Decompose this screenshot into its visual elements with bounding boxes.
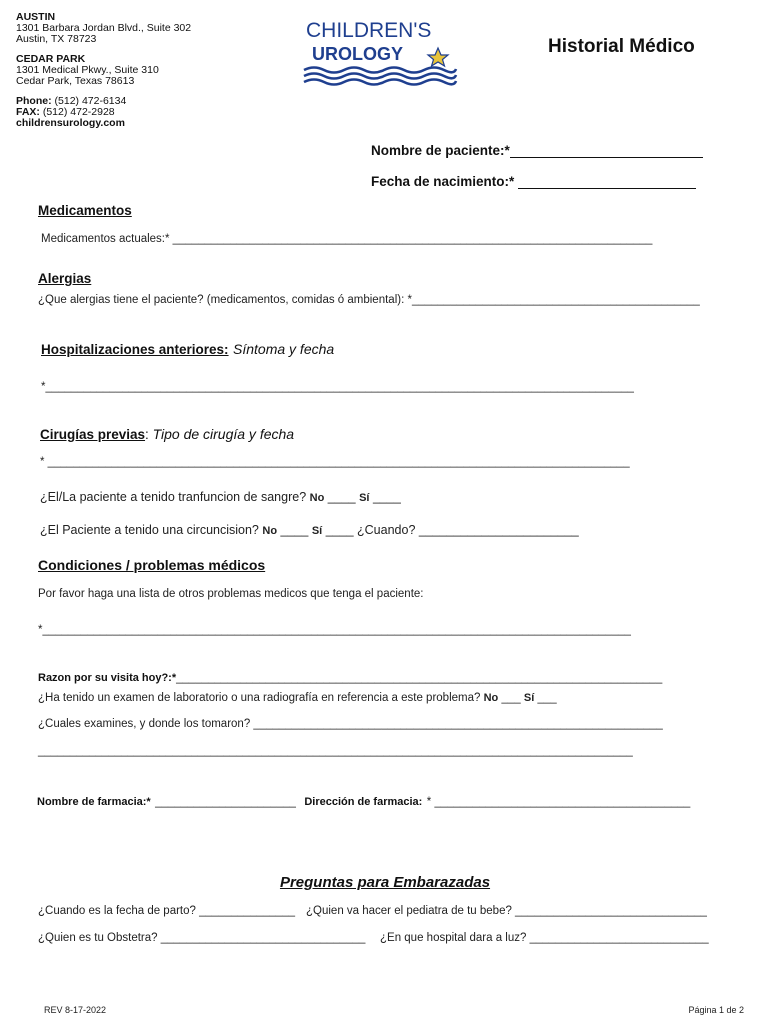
cedar-line2: Cedar Park, Texas 78613 [16, 75, 135, 87]
hospitalizaciones-line[interactable]: *____________________________________________________________________________________________ [41, 381, 634, 393]
transfusion-no-label: No [309, 492, 325, 504]
childrens-urology-logo [300, 14, 460, 86]
examen-row [38, 692, 557, 704]
examen-si-field[interactable]: ___ [537, 692, 557, 704]
razon-field[interactable]: ____________________________________________________________________________ [176, 672, 663, 684]
farmacia-name-label: Nombre de farmacia:* [37, 796, 151, 808]
document-title: Historial Médico [548, 36, 695, 57]
logo-text-urology: UROLOGY [312, 44, 404, 64]
phone-row: Phone: (512) 472-6134 [16, 95, 127, 107]
hospitalizaciones-row [41, 341, 334, 359]
patient-name-label: Nombre de paciente:* [371, 143, 510, 158]
hospitalizaciones-sub: Síntoma y fecha [233, 341, 335, 357]
patient-name-row [371, 143, 703, 158]
examen-no-label: No [483, 692, 499, 704]
examen-question: ¿Ha tenido un examen de laboratorio o una radiografía en referencia a este problema? [38, 692, 481, 704]
patient-dob-label: Fecha de nacimiento:* [371, 174, 515, 189]
examen-no-field[interactable]: ___ [501, 692, 521, 704]
transfusion-question: ¿El/La paciente a tenido tranfuncion de sangre? [40, 490, 307, 504]
patient-dob-field[interactable] [518, 174, 696, 189]
circuncision-si-label: Sí [311, 525, 323, 537]
transfusion-no-field[interactable]: ____ [327, 490, 356, 504]
farmacia-dir-field[interactable]: * ________________________________________ [426, 796, 691, 808]
austin-label: AUSTIN [16, 11, 56, 23]
razon-label: Razon por su visita hoy?:* [38, 672, 177, 684]
embarazadas-q4[interactable]: ¿En que hospital dara a luz? ____________________________ [380, 932, 709, 944]
circuncision-no-label: No [262, 525, 278, 537]
farmacia-row [37, 792, 690, 810]
condiciones-instruction: Por favor haga una lista de otros problemas medicos que tenga el paciente: [38, 588, 424, 600]
examen-si-label: Sí [523, 692, 535, 704]
farmacia-dir-label: Dirección de farmacia: [304, 796, 423, 808]
circuncision-si-field[interactable]: ____ [325, 523, 354, 537]
cirugias-heading: Cirugías previas [40, 427, 146, 442]
cirugias-row: Cirugías previas: Tipo de cirugía y fecha [40, 426, 295, 442]
patient-name-field[interactable] [510, 143, 703, 158]
cedar-line1: 1301 Medical Pkwy., Suite 310 [16, 64, 159, 76]
cedar-label: CEDAR PARK [16, 53, 86, 65]
transfusion-si-field[interactable]: ____ [372, 490, 401, 504]
embarazadas-heading: Preguntas para Embarazadas [279, 874, 491, 891]
circuncision-question: ¿El Paciente a tenido una circuncision? [40, 523, 259, 537]
patient-dob-row [371, 174, 696, 189]
austin-line2: Austin, TX 78723 [16, 33, 97, 45]
embarazadas-q1[interactable]: ¿Cuando es la fecha de parto? _______________ [38, 905, 296, 917]
alergias-heading: Alergias [38, 271, 92, 286]
alergias-question[interactable]: ¿Que alergias tiene el paciente? (medicamentos, comidas ó ambiental): *_____________________________________________ [38, 294, 700, 306]
circuncision-row [40, 523, 579, 537]
cuales-line[interactable]: _____________________________________________________________________________________________ [38, 745, 633, 757]
embarazadas-q2[interactable]: ¿Quien va hacer el pediatra de tu bebe? ______________________________ [306, 905, 707, 917]
hospitalizaciones-heading: Hospitalizaciones anteriores: [41, 342, 229, 357]
cuales-question[interactable]: ¿Cuales examines, y donde los tomaron? ________________________________________________________________ [38, 718, 663, 730]
website: childrensurology.com [16, 117, 125, 129]
condiciones-heading: Condiciones / problemas médicos [38, 557, 266, 573]
austin-line1: 1301 Barbara Jordan Blvd., Suite 302 [16, 22, 192, 34]
logo-text-childrens: CHILDREN'S [306, 19, 432, 42]
transfusion-row [40, 490, 401, 504]
revision-label: REV 8-17-2022 [44, 1005, 107, 1015]
transfusion-si-label: Sí [359, 492, 370, 504]
address-block [16, 12, 191, 129]
embarazadas-q3[interactable]: ¿Quien es tu Obstetra? ________________________________ [38, 932, 366, 944]
circuncision-no-field[interactable]: ____ [280, 523, 309, 537]
circuncision-when[interactable]: ¿Cuando? _______________________ [357, 523, 579, 537]
page-number: Página 1 de 2 [688, 1005, 744, 1015]
star-icon [428, 48, 448, 66]
cirugias-sub: Tipo de cirugía y fecha [152, 426, 295, 442]
razon-row [38, 668, 662, 686]
fax-row: FAX: (512) 472-2928 [16, 106, 115, 118]
farmacia-name-field[interactable]: ______________________ [155, 796, 296, 808]
medicamentos-current[interactable]: Medicamentos actuales:* ___________________________________________________________________________ [41, 233, 653, 245]
medicamentos-heading: Medicamentos [38, 203, 132, 218]
condiciones-line[interactable]: *____________________________________________________________________________________________ [38, 624, 631, 636]
cirugias-line[interactable]: * ___________________________________________________________________________________________ [40, 456, 630, 468]
